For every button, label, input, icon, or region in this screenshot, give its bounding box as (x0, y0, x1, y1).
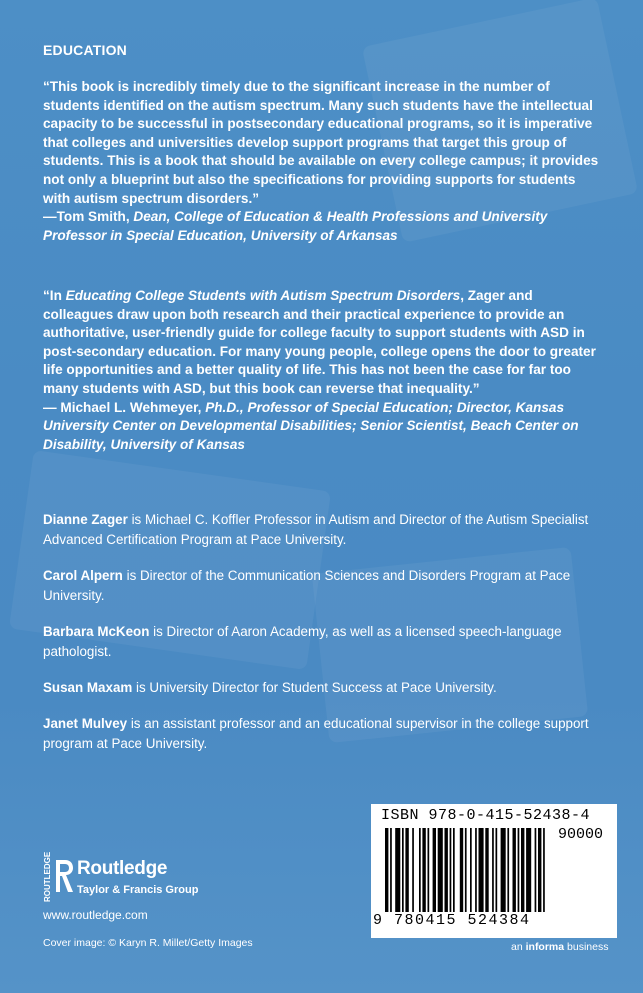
bio-text: is University Director for Student Success at Pace University. (132, 680, 497, 695)
publisher-website[interactable]: www.routledge.com (43, 908, 148, 922)
informa-brand: informa (525, 941, 565, 953)
category-label: EDUCATION (43, 42, 127, 58)
bio-carol-alpern (43, 566, 613, 606)
author-bios (43, 510, 613, 770)
quote-1-attribution: —Tom Smith, (43, 209, 134, 225)
bio-name: Janet Mulvey (43, 716, 128, 731)
barcode-bar (538, 828, 541, 912)
barcode-bar (535, 828, 537, 912)
bio-name: Dianne Zager (43, 512, 128, 527)
endorsement-quote-2 (43, 287, 603, 454)
cover-credit: Cover image: © Karyn R. Millet/Getty Images (43, 937, 253, 949)
informa-prefix: an (511, 941, 526, 953)
barcode-bar (445, 828, 448, 912)
barcode-digits: 9 780415 524384 (373, 912, 531, 929)
quote-2-attribution: — Michael L. Wehmeyer, (43, 399, 206, 415)
bio-text: is Director of Aaron Academy, as well as a licensed speech-language pathologist. (43, 624, 562, 659)
barcode-bar (390, 828, 392, 912)
barcode-bar (470, 828, 472, 912)
barcode-bar (428, 828, 430, 912)
barcode-bar (395, 828, 400, 912)
quote-1-attribution-title: Dean, College of Education & Health Professions and University Professor in Special Education, University of Arkansas (43, 209, 548, 243)
bio-text: is Michael C. Koffler Professor in Autism and Director of the Autism Specialist Advanced Certification Program at Pace University. (43, 512, 589, 547)
barcode-bar (501, 828, 506, 912)
barcode-bar (433, 828, 436, 912)
bio-susan-maxam (43, 678, 613, 698)
endorsement-quote-1 (43, 78, 603, 245)
barcode-bar (450, 828, 452, 912)
barcode-bar (496, 828, 498, 912)
quote-2-text: , Zager and colleagues draw upon both research and their practical experience to provide an authoritative, user-friendly guide for college faculty to support students with ASD in post-secondary education. For many young people, college opens the door to greater life opportunities and a better quality of life. This has not been the case for far too many students with ASD, but this book can reverse that inequality.” (43, 288, 596, 396)
barcode-bar (405, 828, 408, 912)
informa-suffix: business (564, 941, 609, 953)
bio-text: is an assistant professor and an educational supervisor in the college support program at Pace University. (43, 716, 589, 751)
isbn-barcode (371, 804, 617, 938)
publisher-group: Taylor & Francis Group (77, 884, 199, 896)
barcode-bar (492, 828, 494, 912)
bio-text: is Director of the Communication Sciences and Disorders Program at Pace University. (43, 568, 571, 603)
barcode-bar (438, 828, 443, 912)
barcode-bar (518, 828, 520, 912)
barcode-bar (402, 828, 404, 912)
barcode-bar (412, 828, 414, 912)
barcode-bar (479, 828, 484, 912)
barcode-bar (485, 828, 488, 912)
bio-name: Carol Alpern (43, 568, 123, 583)
barcode-bar (507, 828, 509, 912)
logo-side-text: ROUTLEDGE (43, 851, 52, 902)
quote-2-open: “In (43, 288, 66, 303)
isbn-text: ISBN 978-0-415-52438-4 (381, 807, 591, 824)
barcode-bar (453, 828, 455, 912)
barcode-bar (385, 828, 388, 912)
barcode-bar (513, 828, 516, 912)
quote-2-attribution-title: Ph.D., Professor of Special Education; Director, Kansas University Center on Developmental Disabilities; Senior Scientist, Beach Center on Disability, University of Kansas (43, 399, 579, 452)
bio-dianne-zager (43, 510, 613, 550)
barcode-bar (419, 828, 421, 912)
barcode-bar (460, 828, 463, 912)
barcode-bar (465, 828, 467, 912)
informa-tagline (511, 941, 608, 953)
bio-janet-mulvey (43, 714, 613, 754)
price-code: 90000 (557, 826, 603, 843)
quote-1-text: “This book is incredibly timely due to the significant increase in the number of students identified on the autism spectrum. Many such students have the intellectual capacity to be successful in postsecondary educational programs, so it is imperative that colleges and universities develop support programs that target this group of students. This is a book that should be available on every college campus; it provides not only a blueprint but also the specifications for providing supports for students with autism spectrum disorders.” (43, 79, 599, 206)
publisher-name: Routledge (77, 858, 168, 879)
bio-name: Susan Maxam (43, 680, 133, 695)
barcode-bar (422, 828, 425, 912)
quote-2-book-title: Educating College Students with Autism Spectrum Disorders (65, 288, 461, 303)
bio-barbara-mckeon (43, 622, 613, 662)
barcode-bar (526, 828, 531, 912)
routledge-logo (43, 851, 223, 902)
bio-name: Barbara McKeon (43, 624, 150, 639)
routledge-r-icon (53, 858, 75, 894)
barcode-bar (521, 828, 524, 912)
barcode-bar (475, 828, 477, 912)
barcode-bar (543, 828, 545, 912)
